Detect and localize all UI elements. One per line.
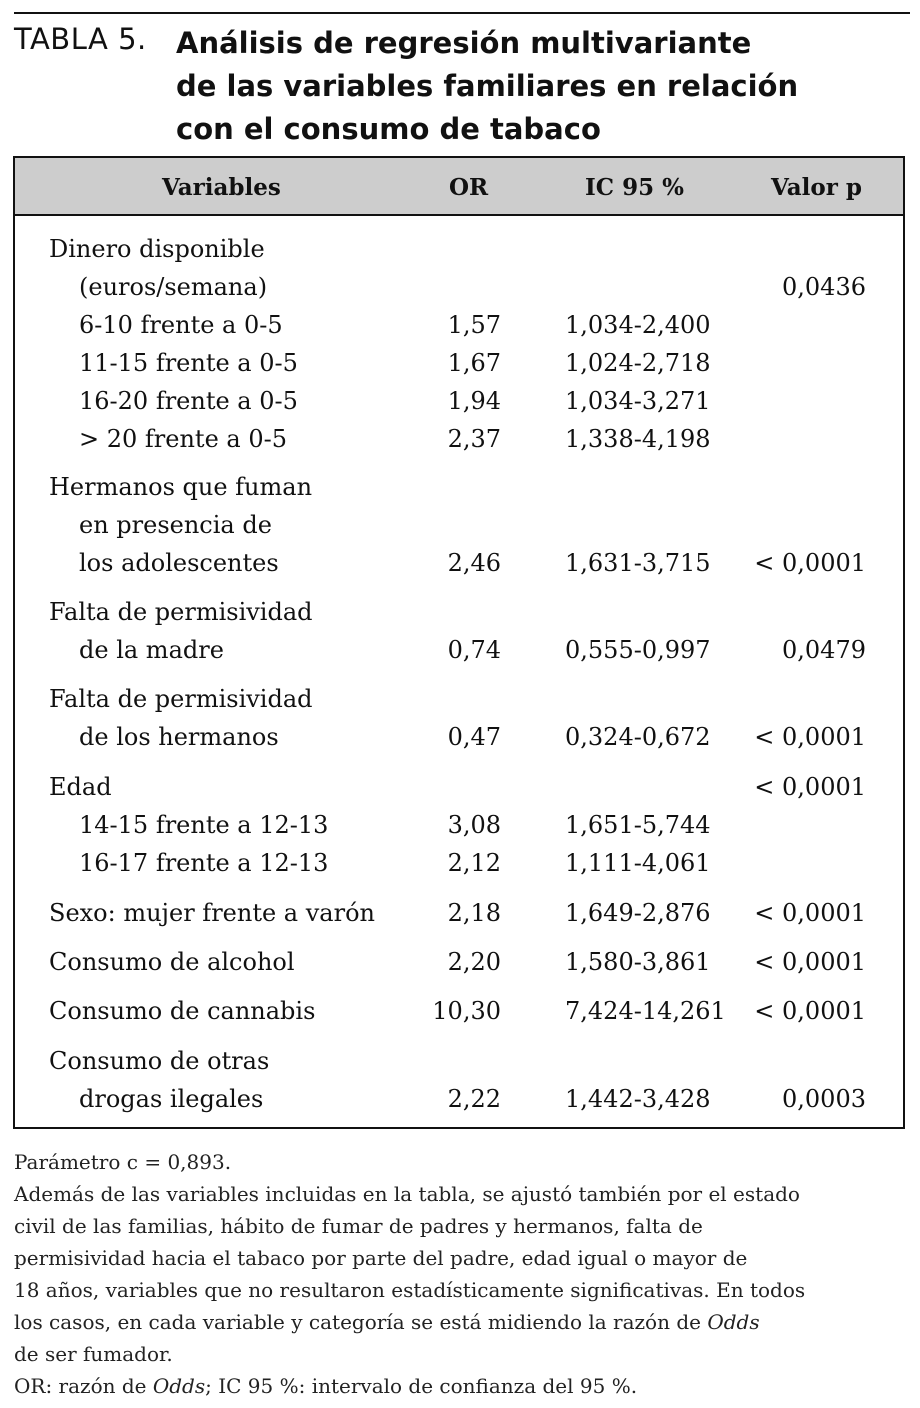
note-text: ; IC 95 %: intervalo de confianza del 95 %. <box>205 1374 638 1398</box>
ci-value: 1,631-3,715 <box>565 549 711 577</box>
table-row <box>15 1080 903 1118</box>
or-value: 10,30 <box>432 997 501 1025</box>
table-row <box>15 544 903 582</box>
variable-label: 6-10 frente a 0-5 <box>79 311 283 339</box>
note-italic: Odds <box>707 1310 760 1334</box>
header-p-value: Valor p <box>771 174 862 201</box>
header-ic: IC 95 % <box>585 174 684 201</box>
or-value: 2,37 <box>447 425 501 453</box>
table-row-group <box>15 943 903 981</box>
ci-value: 7,424-14,261 <box>565 997 726 1025</box>
note-line <box>14 1306 894 1338</box>
table-title <box>176 22 876 151</box>
or-value: 1,57 <box>447 311 501 339</box>
note-line: permisividad hacia el tabaco por parte del padre, edad igual o mayor de <box>14 1246 748 1270</box>
ci-value: 1,442-3,428 <box>565 1085 711 1113</box>
table-row-group <box>15 1042 903 1118</box>
variable-label: drogas ilegales <box>79 1085 264 1113</box>
regression-table <box>13 156 905 1129</box>
variable-label: Consumo de otras <box>49 1047 270 1075</box>
variable-label: Edad <box>49 773 112 801</box>
ci-value: 1,034-3,271 <box>565 387 711 415</box>
variable-label: Dinero disponible <box>49 235 265 263</box>
table-row <box>15 230 903 268</box>
variable-label: Consumo de alcohol <box>49 948 295 976</box>
or-value: 1,94 <box>447 387 501 415</box>
table-notes <box>14 1146 894 1402</box>
table-row-group <box>15 768 903 882</box>
note-text: los casos, en cada variable y categoría se está midiendo la razón de <box>14 1310 708 1334</box>
table-row <box>15 506 903 544</box>
note-text: OR: razón de <box>14 1374 153 1398</box>
ci-value: 1,580-3,861 <box>565 948 711 976</box>
table-row <box>15 268 903 306</box>
p-value: < 0,0001 <box>754 773 866 801</box>
or-value: 1,67 <box>447 349 501 377</box>
table-row-group <box>15 680 903 756</box>
p-value: < 0,0001 <box>754 997 866 1025</box>
table-row <box>15 943 903 981</box>
or-value: 3,08 <box>447 811 501 839</box>
table-row <box>15 844 903 882</box>
or-value: 2,22 <box>447 1085 501 1113</box>
or-value: 2,20 <box>447 948 501 976</box>
table-row <box>15 894 903 932</box>
or-value: 2,12 <box>447 849 501 877</box>
note-abbreviations <box>14 1370 894 1402</box>
table-row <box>15 718 903 756</box>
p-value: 0,0003 <box>782 1085 866 1113</box>
variable-label: de la madre <box>79 636 224 664</box>
variable-label: Consumo de cannabis <box>49 997 316 1025</box>
table-row <box>15 1042 903 1080</box>
table-row <box>15 420 903 458</box>
table-row <box>15 382 903 420</box>
variable-label: Hermanos que fuman <box>49 473 313 501</box>
header-or: OR <box>449 174 489 201</box>
table-number: TABLA 5. <box>14 22 147 56</box>
ci-value: 1,338-4,198 <box>565 425 711 453</box>
variable-label: Falta de permisividad <box>49 598 313 626</box>
top-rule <box>14 12 910 14</box>
p-value: < 0,0001 <box>754 723 866 751</box>
variable-label: los adolescentes <box>79 549 279 577</box>
table-row <box>15 593 903 631</box>
title-line: de las variables familiares en relación <box>176 69 799 103</box>
table-row <box>15 306 903 344</box>
table-row <box>15 768 903 806</box>
variable-label: Falta de permisividad <box>49 685 313 713</box>
ci-value: 1,649-2,876 <box>565 899 711 927</box>
table-row-group <box>15 468 903 582</box>
note-line: 18 años, variables que no resultaron estadísticamente significativas. En todos <box>14 1278 806 1302</box>
variable-label: en presencia de <box>79 511 272 539</box>
p-value: 0,0479 <box>782 636 866 664</box>
table-row-group <box>15 894 903 932</box>
variable-label: 11-15 frente a 0-5 <box>79 349 298 377</box>
note-line: de ser fumador. <box>14 1342 173 1366</box>
ci-value: 0,324-0,672 <box>565 723 711 751</box>
note-parameter: Parámetro c = 0,893. <box>14 1150 232 1174</box>
or-value: 2,18 <box>447 899 501 927</box>
or-value: 2,46 <box>447 549 501 577</box>
p-value: < 0,0001 <box>754 899 866 927</box>
variable-label: (euros/semana) <box>79 273 268 301</box>
ci-value: 1,111-4,061 <box>565 849 711 877</box>
table-row-group <box>15 593 903 669</box>
note-italic: Odds <box>152 1374 206 1398</box>
variable-label: de los hermanos <box>79 723 279 751</box>
table-row <box>15 992 903 1030</box>
table-row <box>15 806 903 844</box>
title-line: Análisis de regresión multivariante <box>176 26 752 60</box>
table-row-group <box>15 230 903 458</box>
or-value: 0,74 <box>447 636 501 664</box>
variable-label: Sexo: mujer frente a varón <box>49 899 375 927</box>
variable-label: 16-20 frente a 0-5 <box>79 387 298 415</box>
table-row-group <box>15 992 903 1030</box>
note-line: civil de las familias, hábito de fumar de padres y hermanos, falta de <box>14 1214 703 1238</box>
variable-label: 14-15 frente a 12-13 <box>79 811 329 839</box>
table-row <box>15 344 903 382</box>
header-variables: Variables <box>162 174 281 201</box>
p-value: < 0,0001 <box>754 948 866 976</box>
ci-value: 1,034-2,400 <box>565 311 711 339</box>
title-line: con el consumo de tabaco <box>176 112 601 146</box>
p-value: < 0,0001 <box>754 549 866 577</box>
p-value: 0,0436 <box>782 273 866 301</box>
variable-label: 16-17 frente a 12-13 <box>79 849 329 877</box>
table-row <box>15 680 903 718</box>
table-header <box>15 158 903 216</box>
or-value: 0,47 <box>447 723 501 751</box>
ci-value: 1,024-2,718 <box>565 349 711 377</box>
ci-value: 0,555-0,997 <box>565 636 711 664</box>
table-row <box>15 631 903 669</box>
note-line: Además de las variables incluidas en la tabla, se ajustó también por el estado <box>14 1182 800 1206</box>
variable-label: > 20 frente a 0-5 <box>79 425 287 453</box>
table-row <box>15 468 903 506</box>
ci-value: 1,651-5,744 <box>565 811 711 839</box>
